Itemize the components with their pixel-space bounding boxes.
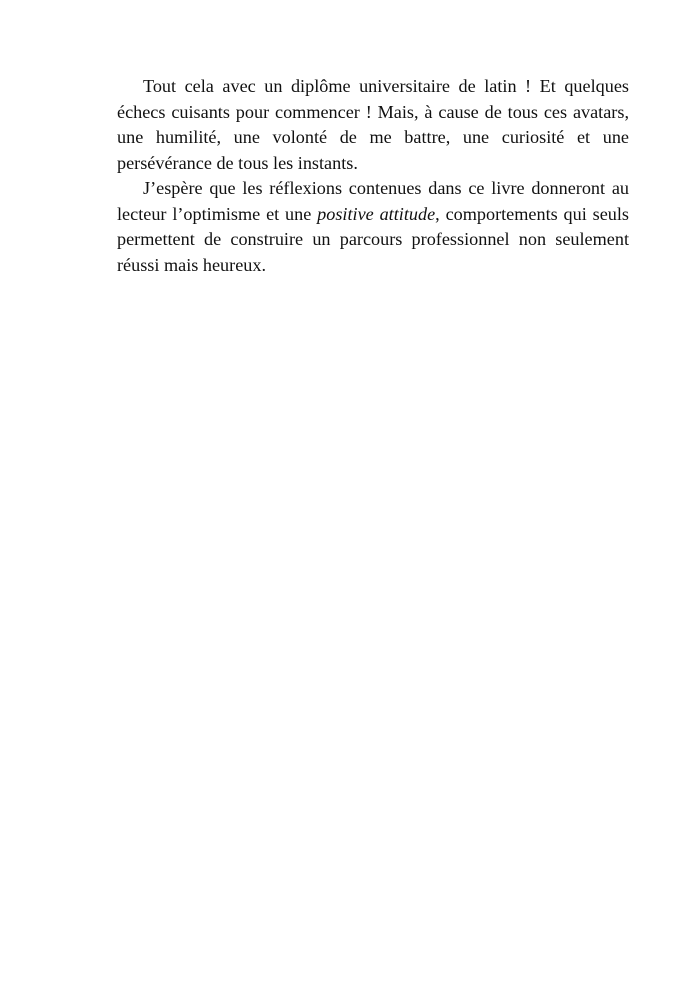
- paragraph-2: [117, 176, 629, 278]
- paragraph-1-text: Tout cela avec un diplôme universitaire de latin ! Et quelques échecs cuisants pour commencer ! Mais, à cause de tous ces avatars, une humilité, une volonté de me battre, une curiosité et une persévérance de tous les instants.: [117, 76, 629, 173]
- paragraph-2-emphasis: positive attitude: [317, 203, 436, 224]
- paragraph-2-text-start: J’espère que les réflexions contenues dans ce livre donneront au lecteur l’optimisme et une: [117, 178, 629, 224]
- paragraph-1: [117, 74, 629, 176]
- body-text: [117, 74, 629, 278]
- paragraph-2-text-end: , comportements qui seuls permettent de construire un parcours professionnel non seulement réussi mais heureux.: [117, 203, 630, 275]
